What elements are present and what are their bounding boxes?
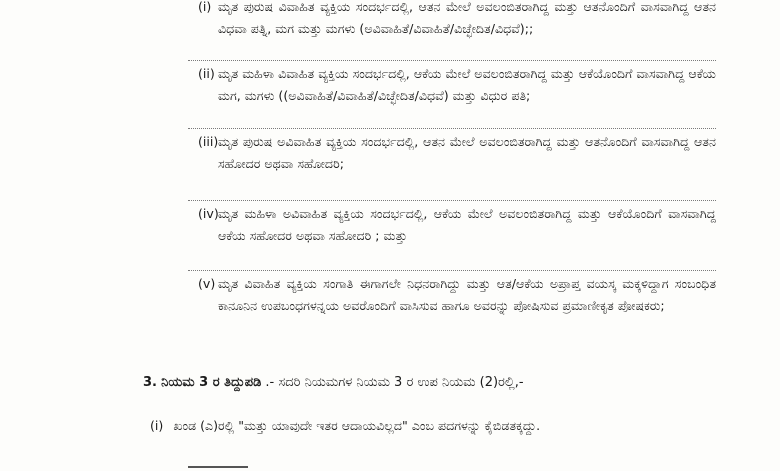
cut-off-text-fragment — [188, 466, 248, 471]
section-heading: ನಿಯಮ 3 ರ ತಿದ್ದುಪಡಿ — [161, 375, 262, 390]
clause-marker: (iii) — [198, 134, 219, 149]
clause-iv — [188, 203, 716, 246]
clause-ii — [188, 63, 716, 106]
section-text: .- ಸದರಿ ನಿಯಮಗಳ ನಿಯಮ 3 ರ ಉಪ ನಿಯಮ (2)ರಲ್ಲಿ,- — [265, 375, 524, 390]
clause-box-iv — [188, 200, 716, 271]
clause-marker: (iv) — [198, 206, 219, 221]
clause-i — [188, 0, 716, 39]
clause-v — [188, 273, 716, 316]
subclause-marker: (i) — [150, 418, 164, 433]
section-number: 3. — [143, 375, 157, 390]
subclause-text: ಖಂಡ (ಎ)ರಲ್ಲಿ "ಮತ್ತು ಯಾವುದೇ ಇತರ ಆದಾಯವಿಲ್ಲದ" ಎಂಬ ಪದಗಳನ್ನು ಕೈಬಿಡತಕ್ಕದ್ದು. — [173, 418, 541, 433]
clause-marker: (v) — [198, 276, 216, 291]
clause-box-i — [188, 0, 716, 66]
clause-text: ಮೃತ ಪುರುಷ ವಿವಾಹಿತ ವ್ಯಕ್ತಿಯ ಸಂದರ್ಭದಲ್ಲಿ, ಆತನ ಮೇಲೆ ಅವಲಂಬಿತರಾಗಿದ್ದ ಮತ್ತು ಆತನೊಂದಿಗೆ ವಾಸವಾಗಿದ್ದ ಆತನ ವಿಧವಾ ಪತ್ನಿ, ಮಗ ಮತ್ತು ಮಗಳು (ಅವಿವಾಹಿತೆ/ವಿವಾಹಿತೆ/ವಿಚ್ಛೇದಿತ/ವಿಧವೆ);; — [218, 0, 716, 36]
clause-iii — [188, 131, 716, 174]
clause-marker: (i) — [198, 0, 212, 14]
clause-text: ಮೃತ ವಿವಾಹಿತ ವ್ಯಕ್ತಿಯ ಸಂಗಾತಿ ಈಗಾಗಲೇ ನಿಧನರಾಗಿದ್ದು ಮತ್ತು ಆತ/ಆಕೆಯ ಅಪ್ರಾಪ್ತ ವಯಸ್ಕ ಮಕ್ಕಳಿದ್ದಾಗ ಸಂಬಂಧಿತ ಕಾನೂನಿನ ಉಪಬಂಧಗಳನ್ನಯ ಅವರೊಂದಿಗೆ ವಾಸಿಸುವ ಹಾಗೂ ಅವರನ್ನು ಪೋಷಿಸುವ ಪ್ರಮಾಣೀಕೃತ ಪೋಷಕರು; — [218, 276, 716, 313]
section-3-line — [143, 372, 743, 394]
clause-text: ಮೃತ ಪುರುಷ ಅವಿವಾಹಿತ ವ್ಯಕ್ತಿಯ ಸಂದರ್ಭದಲ್ಲಿ, ಆತನ ಮೇಲೆ ಅವಲಂಬಿತರಾಗಿದ್ದ ಮತ್ತು ಆತನೊಂದಿಗೆ ವಾಸವಾಗಿದ್ದ ಆತನ ಸಹೋದರ ಅಥವಾ ಸಹೋದರಿ; — [218, 134, 716, 171]
clause-box-ii — [188, 60, 716, 127]
subclause-i — [150, 414, 720, 438]
clause-text: ಮೃತ ಮಹಿಳಾ ವಿವಾಹಿತ ವ್ಯಕ್ತಿಯ ಸಂದರ್ಭದಲ್ಲಿ, ಆಕೆಯ ಮೇಲೆ ಅವಲಂಬಿತರಾಗಿದ್ದ ಮತ್ತು ಆಕೆಯೊಂದಿಗೆ ವಾಸವಾಗಿದ್ದ ಆಕೆಯ ಮಗ, ಮಗಳು ((ಅವಿವಾಹಿತೆ/ವಿವಾಹಿತೆ/ವಿಚ್ಛೇದಿತ/ವಿಧವೆ) ಮತ್ತು ವಿಧುರ ಪತಿ; — [218, 66, 716, 103]
clause-marker: (ii) — [198, 66, 215, 81]
clause-text: ಮೃತ ಮಹಿಳಾ ಅವಿವಾಹಿತ ವ್ಯಕ್ತಿಯ ಸಂದರ್ಭದಲ್ಲಿ, ಆಕೆಯ ಮೇಲೆ ಅವಲಂಬಿತರಾಗಿದ್ದ ಮತ್ತು ಆಕೆಯೊಂದಿಗೆ ವಾಸವಾಗಿದ್ದ ಆಕೆಯ ಸಹೋದರ ಅಥವಾ ಸಹೋದರಿ ; ಮತ್ತು — [218, 206, 716, 243]
clause-box-v — [188, 270, 716, 363]
clause-box-iii — [188, 128, 716, 199]
